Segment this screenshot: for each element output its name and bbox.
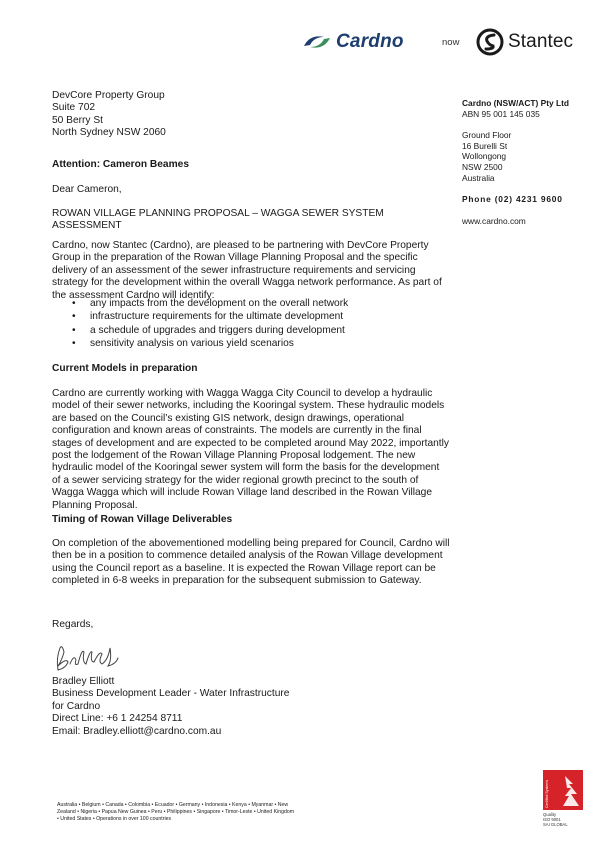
- sender-company: Cardno (NSW/ACT) Pty Ltd: [462, 98, 570, 108]
- signoff-company: for Cardno: [52, 700, 101, 712]
- sender-address-line: Wollongong: [462, 151, 507, 162]
- badge-line: SAI GLOBAL: [543, 822, 568, 828]
- list-item: [52, 298, 447, 311]
- signoff-block: [52, 676, 352, 738]
- list-item-text: any impacts from the development on the overall network: [90, 298, 349, 309]
- sender-address-line: Ground Floor: [462, 130, 512, 141]
- sender-address-line: Australia: [462, 172, 495, 183]
- handwritten-signature-icon: [52, 640, 122, 676]
- list-item: [52, 325, 447, 338]
- bullet-icon: •: [72, 311, 76, 323]
- attention-line: Attention: Cameron Beames: [52, 159, 189, 170]
- current-models-paragraph: Cardno are currently working with Wagga Wagga City Council to develop a hydraulic model of their sewer networks, including the Kooringal system. These hydraulic models are based on the Council’s existing GIS network, design drawings, operational configuration and known areas of constraints. The models are currently in the final stages of development and are expected to be completed around May 2022, importantly post the lodgement of the Rowan Village Planning Proposal lodgement. The new hydraulic model of the Kooringal sewer system will form the basis for the development of a sewer servicing strategy for the wider regional growth precinct to the south of Wagga Wagga which will include Rowan Village land described in the Rowan Village Planning Proposal.: [52, 388, 449, 511]
- sender-abn: ABN 95 001 145 035: [462, 108, 540, 119]
- recipient-line: Suite 702: [52, 102, 96, 114]
- bullet-icon: •: [72, 298, 76, 309]
- recipient-line: 50 Berry St: [52, 114, 103, 126]
- sender-address-line: 16 Burelli St: [462, 140, 508, 151]
- badge-line: ISO 9001: [543, 817, 561, 823]
- cardno-logo-text: Cardno: [336, 31, 404, 52]
- subject-line: ROWAN VILLAGE PLANNING PROPOSAL – WAGGA SEWER SYSTEM ASSESSMENT: [52, 208, 384, 232]
- now-label: now: [442, 37, 460, 48]
- stantec-mark-icon: [476, 28, 504, 56]
- signoff-phone: Direct Line: +6 1 24254 8711: [52, 713, 183, 725]
- signature-image: [52, 640, 122, 676]
- cardno-swoosh-icon: [300, 31, 334, 53]
- signoff-name: Bradley Elliott: [52, 676, 115, 687]
- badge-line: Quality: [543, 812, 557, 817]
- cardno-logo: [300, 31, 428, 53]
- current-models-heading: Current Models in preparation: [52, 363, 198, 374]
- sender-phone: Phone (02) 4231 9600: [462, 194, 563, 205]
- list-item: [52, 338, 447, 351]
- stantec-logo-text: Stantec: [508, 31, 574, 52]
- certified-systems-mark-icon: [543, 770, 583, 810]
- intro-paragraph: Cardno, now Stantec (Cardno), are pleased to be partnering with DevCore Property Group in the preparation of the Rowan Village Planning Proposal and the specific delivery of an assessment of the sewer infrastructure requirements and servicing strategy for the development within the overall Wagga network performance. As part of the assessment Cardno will identify:: [52, 240, 442, 301]
- recipient-line: DevCore Property Group: [52, 90, 165, 101]
- footer-countries: Australia • Belgium • Canada • Colombia • Ecuador • Germany • Indonesia • Kenya • Myanmar • New Zealand • Nigeria • Papua New Guinea • Peru • Philippines • Singapore • Timor-Leste • United Kingdom • United States • Operations in over 100 countries: [57, 802, 295, 823]
- sender-address-block: [462, 98, 592, 226]
- recipient-address-block: [52, 90, 352, 140]
- list-item-text: a schedule of upgrades and triggers during development: [90, 324, 345, 336]
- bullet-icon: •: [72, 324, 76, 336]
- recipient-line: North Sydney NSW 2060: [52, 127, 166, 139]
- bullet-icon: •: [72, 337, 76, 349]
- badge-text: [543, 812, 585, 828]
- regards: Regards,: [52, 619, 94, 630]
- list-item: [52, 311, 447, 324]
- signoff-title: Business Development Leader - Water Infrastructure: [52, 688, 290, 700]
- iso-certification-badge: [541, 770, 585, 836]
- sender-address-line: NSW 2500: [462, 161, 503, 172]
- list-item-text: infrastructure requirements for the ultimate development: [90, 311, 344, 323]
- list-item-text: sensitivity analysis on various yield scenarios: [90, 337, 294, 349]
- timing-paragraph: On completion of the abovementioned modelling being prepared for Council, Cardno will then be in a position to commence detailed analysis of the Rowan Village development using the Council report as a baseline. It is expected the Rowan Village report can be completed in 6-8 weeks in preparation for the subsequent submission to Gateway.: [52, 538, 450, 587]
- timing-heading: Timing of Rowan Village Deliverables: [52, 514, 233, 525]
- badge-label: Certified Systems: [545, 779, 549, 808]
- salutation: Dear Cameron,: [52, 184, 122, 195]
- signoff-email[interactable]: Email: Bradley.elliott@cardno.com.au: [52, 725, 222, 737]
- stantec-logo: [476, 28, 588, 56]
- identify-list: [52, 298, 447, 351]
- sender-website-link[interactable]: www.cardno.com: [462, 215, 526, 226]
